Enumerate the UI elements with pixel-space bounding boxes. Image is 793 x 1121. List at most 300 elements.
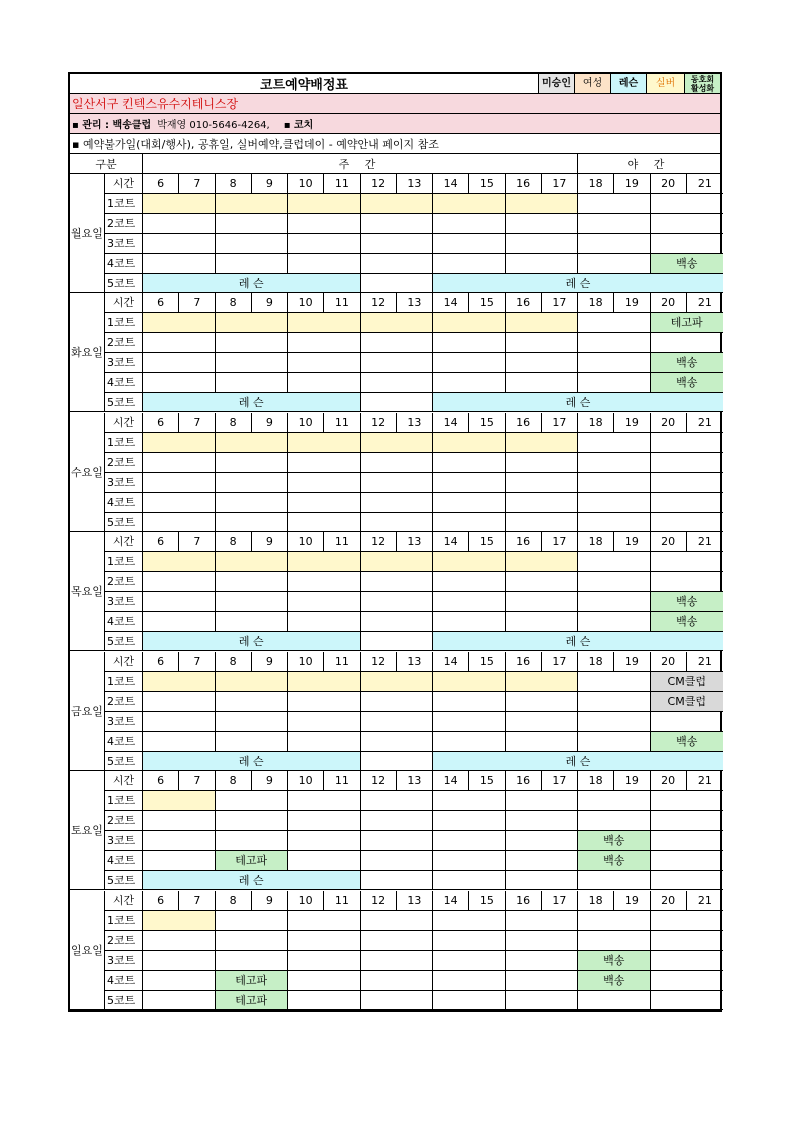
slot-cell[interactable] — [651, 453, 724, 473]
slot-cell[interactable] — [651, 333, 724, 353]
slot-cell[interactable] — [143, 692, 216, 712]
slot-cell[interactable] — [361, 911, 434, 931]
time-label: 시간 — [105, 532, 143, 552]
court-label: 2코트 — [105, 572, 143, 592]
slot-cell[interactable] — [506, 234, 579, 254]
court-label: 3코트 — [105, 353, 143, 373]
slot-cell[interactable] — [578, 692, 651, 712]
hour-label: 20 — [651, 532, 687, 552]
slot-cell[interactable] — [216, 254, 289, 274]
slot-cell[interactable] — [651, 911, 724, 931]
slot-cell[interactable] — [361, 692, 434, 712]
hour-label: 8 — [216, 174, 252, 194]
slot-cell[interactable] — [651, 971, 724, 991]
slot-cell[interactable] — [578, 612, 651, 632]
slot-cell[interactable] — [216, 712, 289, 732]
slot-cell[interactable] — [506, 513, 579, 533]
reserved-slot[interactable]: 레 슨 — [433, 274, 723, 294]
slot-cell[interactable] — [143, 254, 216, 274]
slot-cell[interactable] — [651, 493, 724, 513]
reserved-slot[interactable] — [143, 552, 216, 572]
slot-cell[interactable] — [216, 234, 289, 254]
slot-cell[interactable] — [506, 951, 579, 971]
reserved-slot[interactable] — [506, 552, 579, 572]
slot-cell[interactable] — [288, 692, 361, 712]
hour-label: 13 — [397, 174, 433, 194]
slot-cell[interactable] — [433, 214, 506, 234]
slot-cell[interactable] — [216, 791, 289, 811]
hour-label: 9 — [252, 532, 288, 552]
slot-cell[interactable] — [578, 194, 651, 214]
reserved-slot[interactable] — [361, 194, 434, 214]
slot-cell[interactable] — [433, 493, 506, 513]
hour-label: 10 — [288, 174, 324, 194]
slot-cell[interactable] — [288, 831, 361, 851]
slot-cell[interactable] — [143, 991, 216, 1011]
slot-cell[interactable] — [433, 692, 506, 712]
slot-cell[interactable] — [651, 513, 724, 533]
slot-cell[interactable] — [361, 333, 434, 353]
slot-cell[interactable] — [506, 871, 579, 891]
slot-cell[interactable] — [143, 592, 216, 612]
hour-label: 7 — [179, 771, 215, 791]
slot-cell[interactable] — [143, 373, 216, 393]
slot-cell[interactable] — [578, 333, 651, 353]
slot-cell[interactable] — [433, 951, 506, 971]
slot-cell[interactable] — [216, 373, 289, 393]
slot-cell[interactable] — [288, 811, 361, 831]
slot-cell[interactable] — [651, 811, 724, 831]
slot-cell[interactable] — [143, 931, 216, 951]
court-label: 1코트 — [105, 791, 143, 811]
slot-cell[interactable] — [433, 831, 506, 851]
slot-cell[interactable] — [578, 672, 651, 692]
slot-cell[interactable] — [578, 991, 651, 1011]
reserved-slot[interactable]: 테고파 — [216, 851, 289, 871]
slot-cell[interactable] — [288, 513, 361, 533]
slot-cell[interactable] — [216, 493, 289, 513]
slot-cell[interactable] — [288, 951, 361, 971]
slot-cell[interactable] — [143, 333, 216, 353]
slot-cell[interactable] — [578, 572, 651, 592]
slot-cell[interactable] — [651, 831, 724, 851]
slot-cell[interactable] — [361, 572, 434, 592]
court-label: 4코트 — [105, 732, 143, 752]
slot-cell[interactable] — [651, 234, 724, 254]
slot-cell[interactable] — [433, 791, 506, 811]
slot-cell[interactable] — [506, 333, 579, 353]
reserved-slot[interactable]: 백송 — [651, 373, 724, 393]
slot-cell[interactable] — [506, 692, 579, 712]
hour-label: 6 — [143, 532, 179, 552]
slot-cell[interactable] — [288, 473, 361, 493]
hour-label: 19 — [614, 652, 650, 672]
slot-cell[interactable] — [216, 333, 289, 353]
slot-cell[interactable] — [433, 991, 506, 1011]
slot-cell[interactable] — [433, 353, 506, 373]
slot-cell[interactable] — [361, 214, 434, 234]
slot-cell[interactable] — [143, 951, 216, 971]
slot-cell[interactable] — [651, 552, 724, 572]
slot-cell[interactable] — [506, 791, 579, 811]
slot-cell[interactable] — [361, 732, 434, 752]
hour-label: 18 — [578, 532, 614, 552]
reserved-slot[interactable]: 백송 — [651, 254, 724, 274]
reserved-slot[interactable] — [506, 313, 579, 333]
slot-cell[interactable] — [143, 493, 216, 513]
reserved-slot[interactable] — [506, 194, 579, 214]
reserved-slot[interactable]: CM클럽 — [651, 692, 724, 712]
reserved-slot[interactable] — [288, 194, 361, 214]
slot-cell[interactable] — [506, 373, 579, 393]
hour-label: 6 — [143, 293, 179, 313]
time-label: 시간 — [105, 891, 143, 911]
slot-cell[interactable] — [651, 851, 724, 871]
hour-label: 14 — [433, 174, 469, 194]
slot-cell[interactable] — [143, 473, 216, 493]
hour-label: 17 — [542, 174, 578, 194]
slot-cell[interactable] — [361, 831, 434, 851]
slot-cell[interactable] — [578, 353, 651, 373]
slot-cell[interactable] — [361, 393, 434, 413]
reserved-slot[interactable]: 레 슨 — [143, 632, 361, 652]
slot-cell[interactable] — [433, 712, 506, 732]
slot-cell[interactable] — [361, 373, 434, 393]
court-label: 3코트 — [105, 712, 143, 732]
legend-item: 여성 — [574, 74, 610, 93]
slot-cell[interactable] — [433, 572, 506, 592]
slot-cell[interactable] — [506, 592, 579, 612]
slot-cell[interactable] — [651, 214, 724, 234]
slot-cell[interactable] — [288, 612, 361, 632]
slot-cell[interactable] — [361, 871, 434, 891]
day-name: 토요일 — [70, 771, 105, 890]
hour-label: 20 — [651, 652, 687, 672]
reserved-slot[interactable] — [506, 433, 579, 453]
slot-cell[interactable] — [506, 473, 579, 493]
slot-cell[interactable] — [361, 612, 434, 632]
slot-cell[interactable] — [433, 911, 506, 931]
slot-cell[interactable] — [433, 851, 506, 871]
slot-cell[interactable] — [288, 353, 361, 373]
slot-cell[interactable] — [578, 214, 651, 234]
slot-cell[interactable] — [361, 353, 434, 373]
slot-cell[interactable] — [578, 712, 651, 732]
slot-cell[interactable] — [216, 572, 289, 592]
slot-cell[interactable] — [288, 712, 361, 732]
slot-cell[interactable] — [288, 732, 361, 752]
slot-cell[interactable] — [578, 234, 651, 254]
hour-label: 14 — [433, 891, 469, 911]
slot-cell[interactable] — [361, 274, 434, 294]
reserved-slot[interactable] — [433, 552, 506, 572]
slot-cell[interactable] — [578, 433, 651, 453]
slot-cell[interactable] — [288, 592, 361, 612]
slot-cell[interactable] — [578, 931, 651, 951]
slot-cell[interactable] — [361, 712, 434, 732]
day-name: 수요일 — [70, 413, 105, 532]
slot-cell[interactable] — [506, 493, 579, 513]
slot-cell[interactable] — [433, 513, 506, 533]
slot-cell[interactable] — [361, 811, 434, 831]
slot-cell[interactable] — [506, 811, 579, 831]
slot-cell[interactable] — [216, 612, 289, 632]
reserved-slot[interactable]: 레 슨 — [433, 393, 723, 413]
slot-cell[interactable] — [578, 791, 651, 811]
slot-cell[interactable] — [578, 911, 651, 931]
manager-row — [70, 114, 720, 134]
reserved-slot[interactable]: 레 슨 — [433, 632, 723, 652]
time-label: 시간 — [105, 652, 143, 672]
slot-cell[interactable] — [651, 871, 724, 891]
reserved-slot[interactable] — [216, 433, 289, 453]
slot-cell[interactable] — [361, 592, 434, 612]
slot-cell[interactable] — [578, 313, 651, 333]
reserved-slot[interactable] — [216, 194, 289, 214]
hour-label: 11 — [324, 532, 360, 552]
reserved-slot[interactable] — [143, 313, 216, 333]
slot-cell[interactable] — [361, 991, 434, 1011]
slot-cell[interactable] — [288, 234, 361, 254]
reserved-slot[interactable] — [143, 433, 216, 453]
slot-cell[interactable] — [143, 712, 216, 732]
court-label: 2코트 — [105, 333, 143, 353]
hour-label: 16 — [506, 652, 542, 672]
slot-cell[interactable] — [578, 473, 651, 493]
reserved-slot[interactable] — [216, 313, 289, 333]
hour-label: 9 — [252, 652, 288, 672]
slot-cell[interactable] — [143, 513, 216, 533]
slot-cell[interactable] — [288, 254, 361, 274]
hour-label: 14 — [433, 771, 469, 791]
slot-cell[interactable] — [216, 951, 289, 971]
slot-cell[interactable] — [361, 254, 434, 274]
slot-cell[interactable] — [651, 931, 724, 951]
slot-cell[interactable] — [143, 214, 216, 234]
slot-cell[interactable] — [216, 453, 289, 473]
slot-cell[interactable] — [506, 353, 579, 373]
reserved-slot[interactable] — [433, 433, 506, 453]
reserved-slot[interactable]: 백송 — [651, 612, 724, 632]
slot-cell[interactable] — [288, 991, 361, 1011]
slot-cell[interactable] — [578, 493, 651, 513]
hour-label: 15 — [469, 293, 505, 313]
reserved-slot[interactable]: 백송 — [578, 831, 651, 851]
slot-cell[interactable] — [288, 373, 361, 393]
reserved-slot[interactable]: 테고파 — [216, 991, 289, 1011]
slot-cell[interactable] — [143, 234, 216, 254]
reserved-slot[interactable]: 레 슨 — [143, 752, 361, 772]
reserved-slot[interactable] — [143, 911, 216, 931]
reserved-slot[interactable]: 백송 — [651, 353, 724, 373]
slot-cell[interactable] — [361, 453, 434, 473]
reserved-slot[interactable] — [288, 552, 361, 572]
slot-cell[interactable] — [578, 254, 651, 274]
reserved-slot[interactable] — [216, 672, 289, 692]
court-label: 3코트 — [105, 831, 143, 851]
reserved-slot[interactable] — [288, 313, 361, 333]
reserved-slot[interactable]: 백송 — [651, 592, 724, 612]
reserved-slot[interactable]: 백송 — [578, 951, 651, 971]
hour-label: 7 — [179, 413, 215, 433]
slot-cell[interactable] — [216, 214, 289, 234]
slot-cell[interactable] — [216, 353, 289, 373]
slot-cell[interactable] — [361, 473, 434, 493]
reserved-slot[interactable] — [433, 672, 506, 692]
slot-cell[interactable] — [651, 433, 724, 453]
slot-cell[interactable] — [433, 871, 506, 891]
hour-label: 15 — [469, 771, 505, 791]
slot-cell[interactable] — [361, 632, 434, 652]
slot-cell[interactable] — [143, 572, 216, 592]
slot-cell[interactable] — [578, 373, 651, 393]
slot-cell[interactable] — [288, 971, 361, 991]
slot-cell[interactable] — [433, 931, 506, 951]
slot-cell[interactable] — [433, 612, 506, 632]
slot-cell[interactable] — [216, 911, 289, 931]
slot-cell[interactable] — [506, 931, 579, 951]
slot-cell[interactable] — [506, 453, 579, 473]
slot-cell[interactable] — [143, 453, 216, 473]
reserved-slot[interactable]: 테고파 — [651, 313, 724, 333]
slot-cell[interactable] — [433, 811, 506, 831]
slot-cell[interactable] — [288, 851, 361, 871]
slot-cell[interactable] — [433, 373, 506, 393]
slot-cell[interactable] — [361, 493, 434, 513]
slot-cell[interactable] — [506, 831, 579, 851]
reserved-slot[interactable] — [361, 313, 434, 333]
reserved-slot[interactable]: 레 슨 — [143, 871, 361, 891]
slot-cell[interactable] — [216, 732, 289, 752]
reserved-slot[interactable] — [506, 672, 579, 692]
slot-cell[interactable] — [506, 911, 579, 931]
slot-cell[interactable] — [361, 951, 434, 971]
reserved-slot[interactable] — [361, 672, 434, 692]
slot-cell[interactable] — [288, 911, 361, 931]
slot-cell[interactable] — [361, 851, 434, 871]
slot-cell[interactable] — [506, 971, 579, 991]
slot-cell[interactable] — [288, 214, 361, 234]
reserved-slot[interactable]: 레 슨 — [143, 274, 361, 294]
hour-label: 18 — [578, 771, 614, 791]
reserved-slot[interactable]: 레 슨 — [433, 752, 723, 772]
slot-cell[interactable] — [433, 971, 506, 991]
slot-cell[interactable] — [216, 931, 289, 951]
slot-cell[interactable] — [433, 234, 506, 254]
slot-cell[interactable] — [506, 712, 579, 732]
slot-cell[interactable] — [216, 811, 289, 831]
slot-cell[interactable] — [216, 831, 289, 851]
slot-cell[interactable] — [651, 473, 724, 493]
schedule-grid — [70, 174, 720, 1010]
slot-cell[interactable] — [288, 493, 361, 513]
slot-cell[interactable] — [143, 732, 216, 752]
slot-cell[interactable] — [433, 592, 506, 612]
slot-cell[interactable] — [433, 453, 506, 473]
slot-cell[interactable] — [143, 851, 216, 871]
slot-cell[interactable] — [216, 513, 289, 533]
reserved-slot[interactable] — [433, 194, 506, 214]
reserved-slot[interactable] — [216, 552, 289, 572]
slot-cell[interactable] — [361, 971, 434, 991]
reserved-slot[interactable] — [433, 313, 506, 333]
slot-cell[interactable] — [506, 732, 579, 752]
reserved-slot[interactable]: CM클럽 — [651, 672, 724, 692]
slot-cell[interactable] — [361, 234, 434, 254]
slot-cell[interactable] — [143, 811, 216, 831]
slot-cell[interactable] — [361, 931, 434, 951]
slot-cell[interactable] — [578, 592, 651, 612]
reserved-slot[interactable] — [361, 433, 434, 453]
reserved-slot[interactable] — [361, 552, 434, 572]
slot-cell[interactable] — [578, 732, 651, 752]
slot-cell[interactable] — [506, 991, 579, 1011]
slot-cell[interactable] — [578, 513, 651, 533]
reserved-slot[interactable]: 레 슨 — [143, 393, 361, 413]
slot-cell[interactable] — [143, 353, 216, 373]
hour-label: 19 — [614, 532, 650, 552]
slot-cell[interactable] — [433, 732, 506, 752]
reserved-slot[interactable] — [143, 791, 216, 811]
slot-cell[interactable] — [361, 791, 434, 811]
slot-cell[interactable] — [433, 473, 506, 493]
slot-cell[interactable] — [288, 572, 361, 592]
reserved-slot[interactable]: 테고파 — [216, 971, 289, 991]
slot-cell[interactable] — [361, 752, 434, 772]
slot-cell[interactable] — [216, 592, 289, 612]
slot-cell[interactable] — [216, 692, 289, 712]
hour-label: 8 — [216, 652, 252, 672]
slot-cell[interactable] — [216, 473, 289, 493]
slot-cell[interactable] — [506, 572, 579, 592]
slot-cell[interactable] — [288, 931, 361, 951]
slot-cell[interactable] — [288, 453, 361, 473]
slot-cell[interactable] — [433, 254, 506, 274]
reserved-slot[interactable] — [288, 433, 361, 453]
slot-cell[interactable] — [651, 991, 724, 1011]
reserved-slot[interactable]: 백송 — [578, 971, 651, 991]
slot-cell[interactable] — [506, 851, 579, 871]
slot-cell[interactable] — [288, 333, 361, 353]
slot-cell[interactable] — [651, 951, 724, 971]
slot-cell[interactable] — [506, 214, 579, 234]
slot-cell[interactable] — [433, 333, 506, 353]
slot-cell[interactable] — [651, 791, 724, 811]
court-label: 5코트 — [105, 752, 143, 772]
reserved-slot[interactable]: 백송 — [578, 851, 651, 871]
slot-cell[interactable] — [288, 791, 361, 811]
slot-cell[interactable] — [651, 572, 724, 592]
slot-cell[interactable] — [143, 971, 216, 991]
slot-cell[interactable] — [578, 552, 651, 572]
slot-cell[interactable] — [506, 612, 579, 632]
reserved-slot[interactable] — [143, 194, 216, 214]
slot-cell[interactable] — [361, 513, 434, 533]
reserved-slot[interactable] — [143, 672, 216, 692]
slot-cell[interactable] — [143, 612, 216, 632]
slot-cell[interactable] — [506, 254, 579, 274]
slot-cell[interactable] — [578, 871, 651, 891]
slot-cell[interactable] — [651, 712, 724, 732]
slot-cell[interactable] — [578, 811, 651, 831]
legend-item: 레슨 — [610, 74, 646, 93]
reserved-slot[interactable]: 백송 — [651, 732, 724, 752]
slot-cell[interactable] — [578, 453, 651, 473]
slot-cell[interactable] — [651, 194, 724, 214]
hour-label: 11 — [324, 771, 360, 791]
slot-cell[interactable] — [143, 831, 216, 851]
reserved-slot[interactable] — [288, 672, 361, 692]
